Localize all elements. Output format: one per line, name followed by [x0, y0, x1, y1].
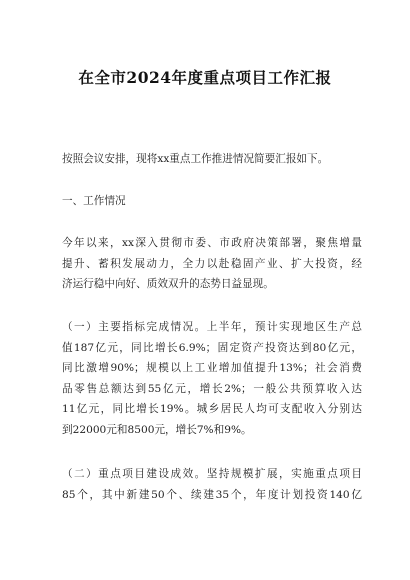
text-line: （二）重点项目建设成效。坚持规模扩展，实施重点项目 [62, 468, 362, 480]
text-line: 到22000元和8500元，增长7%和9%。 [62, 423, 252, 436]
text-line: 85个，其中新建50个、续建35个，年度计划投资140亿 [62, 488, 362, 501]
text-line: 11亿元，同比增长19%。城乡居民人均可支配收入分别达 [62, 403, 362, 416]
text-line: 一、工作情况 [62, 195, 126, 207]
section-heading-work-status [62, 191, 362, 212]
text-line: 提升、蓄积发展动力，全力以赴稳固产业、扩大投资，经 [62, 257, 362, 270]
text-line: 值187亿元，同比增长6.9%；固定资产投资达到80亿元， [62, 341, 362, 354]
paragraph-overview [62, 233, 362, 295]
paragraph-main-indicators [62, 317, 362, 441]
text-line: 济运行稳中向好、质效双升的态势日益显现。 [62, 278, 274, 291]
document-title: 在全市2024年度重点项目工作汇报 [78, 68, 332, 87]
text-line: （一）主要指标完成情况。上半年，预计实现地区生产总 [62, 321, 362, 333]
text-line: 按照会议安排，现将xx重点工作推进情况简要汇报如下。 [62, 153, 329, 165]
text-line: 同比激增90%；规模以上工业增加值提升13%；社会消费 [62, 362, 362, 375]
paragraph-key-projects [62, 464, 362, 505]
paragraph-intro [62, 149, 362, 170]
text-line: 品零售总额达到55亿元，增长2%；一般公共预算收入达 [62, 382, 362, 395]
text-line: 今年以来，xx深入贯彻市委、市政府决策部署，聚焦增量 [62, 237, 362, 249]
